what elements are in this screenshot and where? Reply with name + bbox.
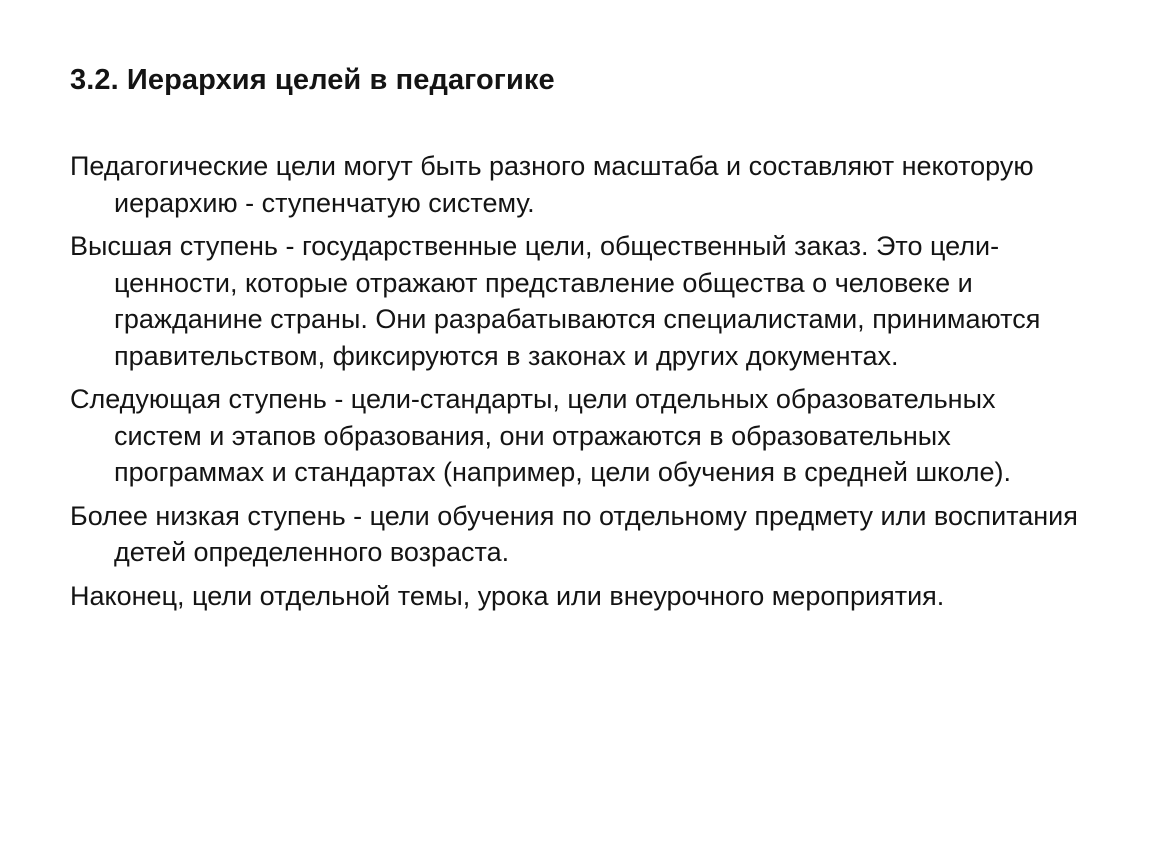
slide-body bbox=[70, 148, 1080, 621]
paragraph-next-level: Следующая ступень - цели-стандарты, цели отдельных образовательных систем и этапов образования, они отражаются в образовательных программах и стандартах (например, цели обучения в средней школе). bbox=[70, 384, 1011, 487]
paragraph-highest-level: Высшая ступень - государственные цели, общественный заказ. Это цели-ценности, которые отражают представление общества о человеке и гражданине страны. Они разрабатываются специалистами, принимаются правительством, фиксируются в законах и других документах. bbox=[70, 231, 1041, 371]
paragraph-final-level: Наконец, цели отдельной темы, урока или внеурочного мероприятия. bbox=[70, 580, 945, 611]
slide-title: 3.2. Иерархия целей в педагогике bbox=[70, 64, 555, 96]
paragraph-lower-level: Более низкая ступень - цели обучения по отдельному предмету или воспитания детей определенного возраста. bbox=[70, 500, 1078, 567]
paragraph-intro: Педагогические цели могут быть разного масштаба и составляют некоторую иерархию - ступенчатую систему. bbox=[70, 151, 1034, 218]
